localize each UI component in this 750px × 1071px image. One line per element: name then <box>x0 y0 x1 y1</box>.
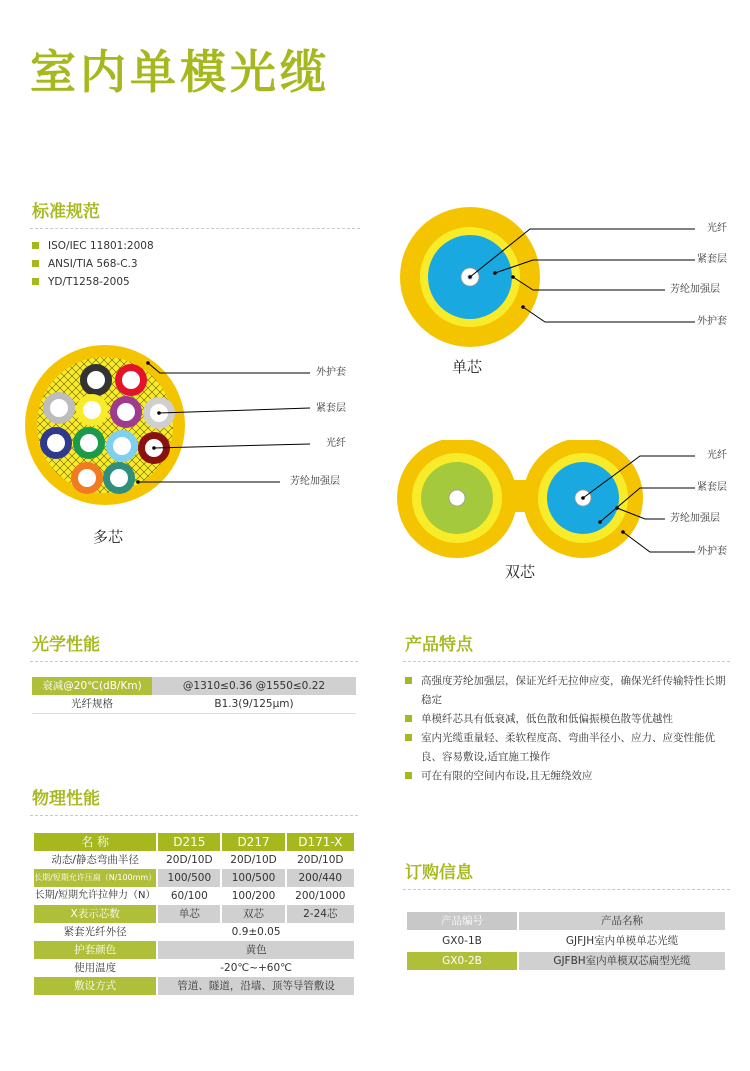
physical-label-cell: X表示芯数 <box>34 905 156 923</box>
table-row <box>34 923 354 941</box>
table-header-row <box>34 833 354 851</box>
physical-value-cell: 双芯 <box>222 905 284 923</box>
table-row <box>32 695 356 714</box>
features-list <box>405 672 735 786</box>
physical-header-cell: D215 <box>158 833 220 851</box>
features-item: 室内光缆重量轻、柔软程度高、弯曲半径小、应力、应变性能优良、容易敷设,适宜施工操作 <box>405 729 735 767</box>
bullet-square-icon <box>405 772 412 779</box>
dual-label-buffer: 紧套层 <box>697 482 727 493</box>
multi-label-fiber: 光纤 <box>326 438 346 449</box>
bullet-square-icon <box>405 715 412 722</box>
tight-buffer-fiber <box>43 392 75 424</box>
optical-heading: 光学性能 <box>32 635 100 655</box>
features-item: 高强度芳纶加强层，保证光纤无拉伸应变，确保光纤传输特性长期稳定 <box>405 672 735 710</box>
physical-value-cell: 2-24芯 <box>287 905 354 923</box>
standards-list <box>32 237 332 291</box>
standards-item: YD/T1258-2005 <box>32 273 332 291</box>
optical-value-cell: @1310≤0.36 @1550≤0.22 <box>152 677 356 695</box>
table-row <box>34 959 354 977</box>
physical-value-cell: 20D/10D <box>222 851 284 869</box>
physical-table <box>32 833 356 995</box>
physical-value-cell: 0.9±0.05 <box>158 923 354 941</box>
table-row <box>34 887 354 905</box>
physical-value-cell: 200/1000 <box>287 887 354 905</box>
order-table <box>405 910 727 972</box>
physical-divider <box>30 815 358 816</box>
physical-label-cell: 使用温度 <box>34 959 156 977</box>
physical-header-cell: D217 <box>222 833 284 851</box>
physical-value-cell: -20℃~+60℃ <box>158 959 354 977</box>
features-divider <box>403 661 730 662</box>
tight-buffer-fiber <box>40 427 72 459</box>
physical-label-cell: 紧套光纤外径 <box>34 923 156 941</box>
features-heading: 产品特点 <box>405 635 473 655</box>
multi-core-diagram <box>20 340 360 520</box>
dual-label-fiber: 光纤 <box>707 450 727 461</box>
physical-value-cell: 管道、隧道，沿墙、顶等导管敷设 <box>158 977 354 995</box>
dual-label-aramid: 芳纶加强层 <box>670 513 720 524</box>
physical-value-cell: 100/200 <box>222 887 284 905</box>
standards-divider <box>30 228 360 229</box>
features-item: 单模纤芯具有低衰减，低色散和低偏振模色散等优越性 <box>405 710 735 729</box>
order-header-cell: 产品编号 <box>407 912 517 930</box>
bullet-square-icon <box>32 260 39 267</box>
single-label-fiber: 光纤 <box>707 223 727 234</box>
physical-value-cell: 100/500 <box>158 869 220 887</box>
order-header-cell: 产品名称 <box>519 912 725 930</box>
single-label-buffer: 紧套层 <box>697 254 727 265</box>
table-header-row <box>407 912 725 930</box>
optical-label-cell: 光纤规格 <box>32 695 152 714</box>
tight-buffer-fiber <box>76 394 108 426</box>
physical-value-cell: 黄色 <box>158 941 354 959</box>
dual-core-caption: 双芯 <box>505 563 536 581</box>
table-row <box>34 905 354 923</box>
tight-buffer-fiber <box>110 396 142 428</box>
physical-label-cell: 护套颜色 <box>34 941 156 959</box>
physical-label-cell: 长期/短期允许拉伸力（N） <box>34 887 156 905</box>
tight-buffer-fiber <box>106 430 138 462</box>
standards-item: ANSI/TIA 568-C.3 <box>32 255 332 273</box>
tight-buffer-fiber <box>73 427 105 459</box>
table-row <box>34 869 354 887</box>
optical-divider <box>30 661 358 662</box>
optical-table <box>32 677 356 714</box>
table-row <box>34 941 354 959</box>
multi-label-aramid: 芳纶加强层 <box>290 476 340 487</box>
bullet-square-icon <box>32 278 39 285</box>
page-title: 室内单模光缆 <box>30 45 330 99</box>
physical-header-cell: D171-X <box>287 833 354 851</box>
order-name-cell: GJFBH室内单模双芯扁型光缆 <box>519 952 725 970</box>
order-code-cell: GX0-2B <box>407 952 517 970</box>
dual-core-diagram <box>395 440 745 580</box>
optical-label-cell: 衰减@20℃(dB/Km) <box>32 677 152 695</box>
physical-label-cell: 长期/短期允许压扁（N/100mm） <box>34 869 156 887</box>
optical-value-cell: B1.3(9/125μm) <box>152 695 356 714</box>
standards-heading: 标准规范 <box>32 202 100 222</box>
single-label-aramid: 芳纶加强层 <box>670 284 720 295</box>
order-heading: 订购信息 <box>405 863 473 883</box>
multi-core-caption: 多芯 <box>93 528 124 546</box>
single-core-caption: 单芯 <box>452 358 483 376</box>
bullet-square-icon <box>405 677 412 684</box>
physical-value-cell: 20D/10D <box>287 851 354 869</box>
standards-item: ISO/IEC 11801:2008 <box>32 237 332 255</box>
features-item: 可在有限的空间内布设,且无缠绕效应 <box>405 767 735 786</box>
dual-label-jacket: 外护套 <box>697 546 727 557</box>
physical-label-cell: 动态/静态弯曲半径 <box>34 851 156 869</box>
physical-value-cell: 单芯 <box>158 905 220 923</box>
table-row <box>34 977 354 995</box>
bullet-square-icon <box>32 242 39 249</box>
table-row <box>407 952 725 970</box>
tight-buffer-fiber <box>115 364 147 396</box>
table-row <box>32 677 356 695</box>
tight-buffer-fiber <box>103 462 135 494</box>
multi-label-jacket: 外护套 <box>316 367 346 378</box>
order-divider <box>403 889 730 890</box>
order-code-cell: GX0-1B <box>407 932 517 950</box>
physical-label-cell: 敷设方式 <box>34 977 156 995</box>
tight-buffer-fiber <box>80 364 112 396</box>
order-name-cell: GJFJH室内单模单芯光缆 <box>519 932 725 950</box>
table-row <box>407 932 725 950</box>
physical-value-cell: 20D/10D <box>158 851 220 869</box>
physical-heading: 物理性能 <box>32 789 100 809</box>
physical-value-cell: 100/500 <box>222 869 284 887</box>
physical-header-cell: 名 称 <box>34 833 156 851</box>
physical-value-cell: 60/100 <box>158 887 220 905</box>
tight-buffer-fiber <box>71 462 103 494</box>
physical-value-cell: 200/440 <box>287 869 354 887</box>
table-row <box>34 851 354 869</box>
bullet-square-icon <box>405 734 412 741</box>
single-label-jacket: 外护套 <box>697 316 727 327</box>
multi-label-buffer: 紧套层 <box>316 403 346 414</box>
